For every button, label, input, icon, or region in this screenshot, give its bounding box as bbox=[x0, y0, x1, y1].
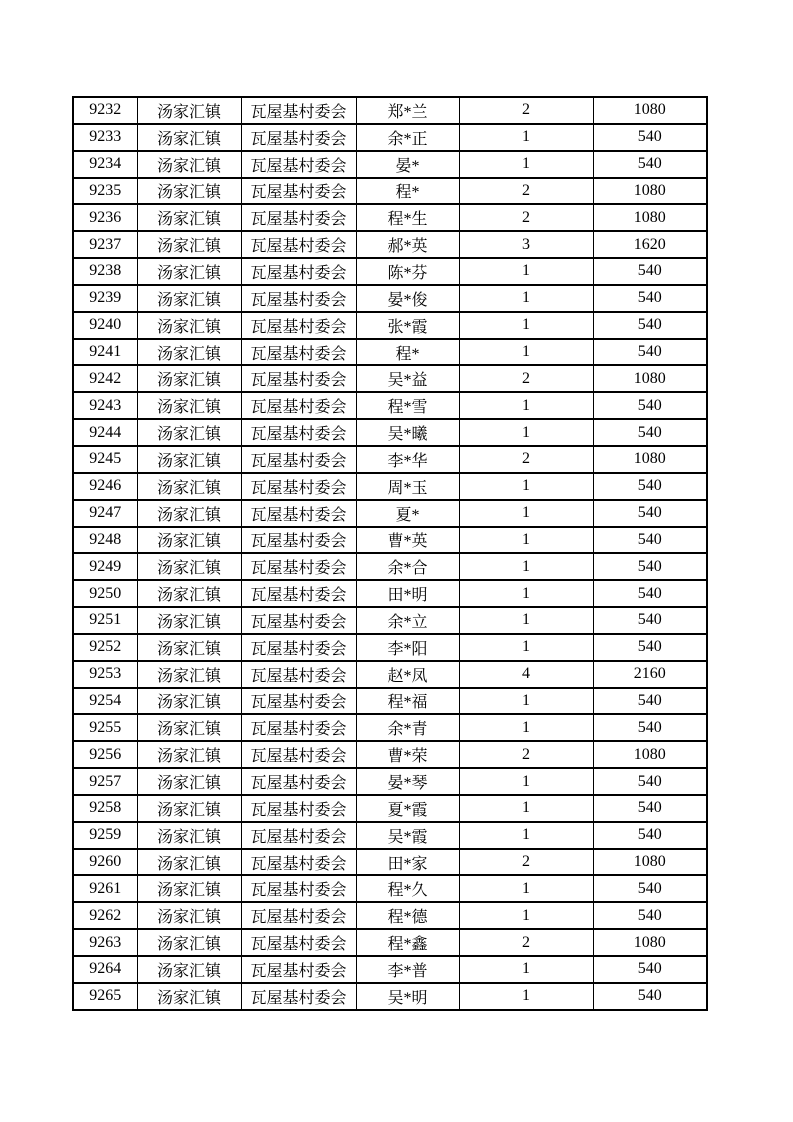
table-row bbox=[73, 875, 707, 902]
cell-name: 程*雪 bbox=[356, 392, 459, 419]
cell-serial: 9260 bbox=[73, 849, 137, 876]
cell-amount: 540 bbox=[593, 902, 707, 929]
cell-amount: 540 bbox=[593, 258, 707, 285]
cell-count: 1 bbox=[459, 607, 593, 634]
cell-count: 1 bbox=[459, 822, 593, 849]
table-row bbox=[73, 365, 707, 392]
cell-village: 瓦屋基村委会 bbox=[241, 124, 356, 151]
cell-village: 瓦屋基村委会 bbox=[241, 527, 356, 554]
cell-serial: 9246 bbox=[73, 473, 137, 500]
table-row bbox=[73, 446, 707, 473]
cell-serial: 9245 bbox=[73, 446, 137, 473]
cell-town: 汤家汇镇 bbox=[137, 634, 241, 661]
cell-count: 2 bbox=[459, 178, 593, 205]
cell-count: 1 bbox=[459, 580, 593, 607]
cell-town: 汤家汇镇 bbox=[137, 178, 241, 205]
cell-amount: 540 bbox=[593, 473, 707, 500]
cell-village: 瓦屋基村委会 bbox=[241, 285, 356, 312]
cell-village: 瓦屋基村委会 bbox=[241, 97, 356, 124]
table-row bbox=[73, 983, 707, 1010]
cell-amount: 540 bbox=[593, 312, 707, 339]
cell-amount: 540 bbox=[593, 151, 707, 178]
table-row bbox=[73, 849, 707, 876]
table-row bbox=[73, 473, 707, 500]
cell-amount: 540 bbox=[593, 500, 707, 527]
cell-name: 张*霞 bbox=[356, 312, 459, 339]
cell-amount: 540 bbox=[593, 714, 707, 741]
cell-name: 曹*荣 bbox=[356, 741, 459, 768]
cell-name: 田*明 bbox=[356, 580, 459, 607]
cell-name: 余*合 bbox=[356, 553, 459, 580]
cell-name: 周*玉 bbox=[356, 473, 459, 500]
cell-amount: 1080 bbox=[593, 741, 707, 768]
cell-amount: 1080 bbox=[593, 365, 707, 392]
cell-serial: 9238 bbox=[73, 258, 137, 285]
table-row bbox=[73, 285, 707, 312]
cell-village: 瓦屋基村委会 bbox=[241, 929, 356, 956]
cell-amount: 540 bbox=[593, 580, 707, 607]
cell-serial: 9257 bbox=[73, 768, 137, 795]
cell-serial: 9247 bbox=[73, 500, 137, 527]
cell-name: 夏* bbox=[356, 500, 459, 527]
cell-count: 2 bbox=[459, 365, 593, 392]
cell-village: 瓦屋基村委会 bbox=[241, 339, 356, 366]
table-row bbox=[73, 580, 707, 607]
cell-count: 2 bbox=[459, 446, 593, 473]
cell-name: 晏*俊 bbox=[356, 285, 459, 312]
cell-name: 吴*益 bbox=[356, 365, 459, 392]
cell-name: 余*立 bbox=[356, 607, 459, 634]
cell-name: 李*华 bbox=[356, 446, 459, 473]
cell-count: 2 bbox=[459, 97, 593, 124]
cell-amount: 540 bbox=[593, 956, 707, 983]
records-table bbox=[72, 96, 708, 1011]
cell-count: 2 bbox=[459, 929, 593, 956]
cell-serial: 9252 bbox=[73, 634, 137, 661]
table-row bbox=[73, 688, 707, 715]
cell-count: 1 bbox=[459, 527, 593, 554]
cell-amount: 540 bbox=[593, 607, 707, 634]
cell-amount: 1080 bbox=[593, 446, 707, 473]
cell-town: 汤家汇镇 bbox=[137, 473, 241, 500]
cell-village: 瓦屋基村委会 bbox=[241, 365, 356, 392]
cell-town: 汤家汇镇 bbox=[137, 714, 241, 741]
table-row bbox=[73, 527, 707, 554]
cell-count: 1 bbox=[459, 983, 593, 1010]
cell-name: 程*福 bbox=[356, 688, 459, 715]
cell-amount: 540 bbox=[593, 124, 707, 151]
cell-count: 1 bbox=[459, 688, 593, 715]
cell-serial: 9249 bbox=[73, 553, 137, 580]
records-table-body bbox=[73, 97, 707, 1010]
cell-serial: 9232 bbox=[73, 97, 137, 124]
cell-name: 陈*芬 bbox=[356, 258, 459, 285]
cell-village: 瓦屋基村委会 bbox=[241, 258, 356, 285]
table-row bbox=[73, 178, 707, 205]
cell-serial: 9250 bbox=[73, 580, 137, 607]
table-row bbox=[73, 231, 707, 258]
cell-name: 吴*曦 bbox=[356, 419, 459, 446]
table-row bbox=[73, 902, 707, 929]
cell-serial: 9263 bbox=[73, 929, 137, 956]
cell-serial: 9259 bbox=[73, 822, 137, 849]
cell-town: 汤家汇镇 bbox=[137, 875, 241, 902]
cell-village: 瓦屋基村委会 bbox=[241, 231, 356, 258]
table-row bbox=[73, 822, 707, 849]
cell-village: 瓦屋基村委会 bbox=[241, 178, 356, 205]
cell-amount: 1080 bbox=[593, 849, 707, 876]
cell-count: 1 bbox=[459, 339, 593, 366]
cell-serial: 9264 bbox=[73, 956, 137, 983]
cell-village: 瓦屋基村委会 bbox=[241, 822, 356, 849]
cell-name: 夏*霞 bbox=[356, 795, 459, 822]
cell-town: 汤家汇镇 bbox=[137, 580, 241, 607]
cell-name: 晏*琴 bbox=[356, 768, 459, 795]
cell-count: 1 bbox=[459, 795, 593, 822]
cell-town: 汤家汇镇 bbox=[137, 419, 241, 446]
cell-town: 汤家汇镇 bbox=[137, 795, 241, 822]
cell-town: 汤家汇镇 bbox=[137, 204, 241, 231]
cell-serial: 9261 bbox=[73, 875, 137, 902]
cell-town: 汤家汇镇 bbox=[137, 97, 241, 124]
cell-amount: 540 bbox=[593, 768, 707, 795]
cell-serial: 9253 bbox=[73, 661, 137, 688]
cell-serial: 9256 bbox=[73, 741, 137, 768]
table-row bbox=[73, 768, 707, 795]
table-row bbox=[73, 714, 707, 741]
cell-amount: 1080 bbox=[593, 929, 707, 956]
table-row bbox=[73, 956, 707, 983]
cell-village: 瓦屋基村委会 bbox=[241, 768, 356, 795]
table-row bbox=[73, 634, 707, 661]
cell-town: 汤家汇镇 bbox=[137, 929, 241, 956]
cell-serial: 9262 bbox=[73, 902, 137, 929]
cell-village: 瓦屋基村委会 bbox=[241, 875, 356, 902]
cell-name: 程*久 bbox=[356, 875, 459, 902]
cell-serial: 9251 bbox=[73, 607, 137, 634]
cell-name: 程* bbox=[356, 339, 459, 366]
cell-count: 1 bbox=[459, 312, 593, 339]
table-row bbox=[73, 392, 707, 419]
cell-village: 瓦屋基村委会 bbox=[241, 714, 356, 741]
cell-count: 1 bbox=[459, 124, 593, 151]
cell-town: 汤家汇镇 bbox=[137, 741, 241, 768]
cell-town: 汤家汇镇 bbox=[137, 446, 241, 473]
cell-village: 瓦屋基村委会 bbox=[241, 312, 356, 339]
cell-village: 瓦屋基村委会 bbox=[241, 741, 356, 768]
cell-town: 汤家汇镇 bbox=[137, 607, 241, 634]
cell-count: 1 bbox=[459, 285, 593, 312]
cell-name: 郑*兰 bbox=[356, 97, 459, 124]
cell-village: 瓦屋基村委会 bbox=[241, 956, 356, 983]
cell-count: 1 bbox=[459, 151, 593, 178]
table-row bbox=[73, 419, 707, 446]
cell-name: 赵*凤 bbox=[356, 661, 459, 688]
cell-town: 汤家汇镇 bbox=[137, 849, 241, 876]
table-row bbox=[73, 151, 707, 178]
cell-amount: 1080 bbox=[593, 97, 707, 124]
cell-town: 汤家汇镇 bbox=[137, 527, 241, 554]
cell-count: 1 bbox=[459, 956, 593, 983]
table-row bbox=[73, 312, 707, 339]
cell-village: 瓦屋基村委会 bbox=[241, 607, 356, 634]
table-row bbox=[73, 339, 707, 366]
table-row bbox=[73, 607, 707, 634]
cell-village: 瓦屋基村委会 bbox=[241, 688, 356, 715]
cell-name: 曹*英 bbox=[356, 527, 459, 554]
cell-serial: 9233 bbox=[73, 124, 137, 151]
cell-amount: 540 bbox=[593, 822, 707, 849]
cell-village: 瓦屋基村委会 bbox=[241, 446, 356, 473]
cell-count: 1 bbox=[459, 634, 593, 661]
cell-name: 余*正 bbox=[356, 124, 459, 151]
cell-serial: 9236 bbox=[73, 204, 137, 231]
cell-village: 瓦屋基村委会 bbox=[241, 204, 356, 231]
cell-town: 汤家汇镇 bbox=[137, 822, 241, 849]
cell-name: 郝*英 bbox=[356, 231, 459, 258]
cell-count: 4 bbox=[459, 661, 593, 688]
cell-village: 瓦屋基村委会 bbox=[241, 661, 356, 688]
cell-amount: 1080 bbox=[593, 178, 707, 205]
cell-count: 1 bbox=[459, 258, 593, 285]
cell-amount: 540 bbox=[593, 795, 707, 822]
cell-town: 汤家汇镇 bbox=[137, 231, 241, 258]
cell-town: 汤家汇镇 bbox=[137, 902, 241, 929]
cell-count: 1 bbox=[459, 500, 593, 527]
table-row bbox=[73, 258, 707, 285]
cell-name: 余*青 bbox=[356, 714, 459, 741]
cell-village: 瓦屋基村委会 bbox=[241, 392, 356, 419]
cell-serial: 9254 bbox=[73, 688, 137, 715]
cell-count: 2 bbox=[459, 849, 593, 876]
cell-name: 程*生 bbox=[356, 204, 459, 231]
cell-village: 瓦屋基村委会 bbox=[241, 419, 356, 446]
cell-name: 程*鑫 bbox=[356, 929, 459, 956]
cell-serial: 9258 bbox=[73, 795, 137, 822]
cell-serial: 9234 bbox=[73, 151, 137, 178]
table-row bbox=[73, 795, 707, 822]
cell-town: 汤家汇镇 bbox=[137, 151, 241, 178]
cell-town: 汤家汇镇 bbox=[137, 768, 241, 795]
cell-serial: 9237 bbox=[73, 231, 137, 258]
cell-serial: 9265 bbox=[73, 983, 137, 1010]
cell-serial: 9243 bbox=[73, 392, 137, 419]
cell-town: 汤家汇镇 bbox=[137, 365, 241, 392]
table-row bbox=[73, 553, 707, 580]
cell-count: 1 bbox=[459, 473, 593, 500]
cell-name: 李*阳 bbox=[356, 634, 459, 661]
cell-amount: 540 bbox=[593, 285, 707, 312]
cell-count: 1 bbox=[459, 714, 593, 741]
cell-village: 瓦屋基村委会 bbox=[241, 151, 356, 178]
cell-town: 汤家汇镇 bbox=[137, 312, 241, 339]
cell-count: 2 bbox=[459, 204, 593, 231]
cell-name: 田*家 bbox=[356, 849, 459, 876]
table-row bbox=[73, 124, 707, 151]
cell-serial: 9239 bbox=[73, 285, 137, 312]
cell-count: 1 bbox=[459, 419, 593, 446]
cell-village: 瓦屋基村委会 bbox=[241, 553, 356, 580]
cell-amount: 540 bbox=[593, 688, 707, 715]
cell-serial: 9244 bbox=[73, 419, 137, 446]
cell-amount: 540 bbox=[593, 527, 707, 554]
table-row bbox=[73, 500, 707, 527]
cell-count: 1 bbox=[459, 768, 593, 795]
cell-town: 汤家汇镇 bbox=[137, 983, 241, 1010]
table-row bbox=[73, 929, 707, 956]
cell-amount: 540 bbox=[593, 983, 707, 1010]
cell-town: 汤家汇镇 bbox=[137, 339, 241, 366]
cell-village: 瓦屋基村委会 bbox=[241, 473, 356, 500]
cell-amount: 540 bbox=[593, 634, 707, 661]
cell-count: 1 bbox=[459, 875, 593, 902]
table-row bbox=[73, 204, 707, 231]
cell-town: 汤家汇镇 bbox=[137, 661, 241, 688]
cell-name: 程*德 bbox=[356, 902, 459, 929]
cell-count: 1 bbox=[459, 553, 593, 580]
cell-village: 瓦屋基村委会 bbox=[241, 849, 356, 876]
cell-serial: 9235 bbox=[73, 178, 137, 205]
cell-town: 汤家汇镇 bbox=[137, 258, 241, 285]
cell-serial: 9241 bbox=[73, 339, 137, 366]
cell-count: 1 bbox=[459, 392, 593, 419]
cell-name: 吴*明 bbox=[356, 983, 459, 1010]
cell-amount: 1080 bbox=[593, 204, 707, 231]
cell-name: 李*普 bbox=[356, 956, 459, 983]
cell-village: 瓦屋基村委会 bbox=[241, 500, 356, 527]
table-row bbox=[73, 661, 707, 688]
cell-town: 汤家汇镇 bbox=[137, 553, 241, 580]
cell-village: 瓦屋基村委会 bbox=[241, 983, 356, 1010]
cell-name: 吴*霞 bbox=[356, 822, 459, 849]
cell-town: 汤家汇镇 bbox=[137, 956, 241, 983]
cell-amount: 1620 bbox=[593, 231, 707, 258]
cell-town: 汤家汇镇 bbox=[137, 688, 241, 715]
cell-amount: 540 bbox=[593, 875, 707, 902]
cell-town: 汤家汇镇 bbox=[137, 500, 241, 527]
cell-village: 瓦屋基村委会 bbox=[241, 580, 356, 607]
cell-serial: 9242 bbox=[73, 365, 137, 392]
cell-name: 程* bbox=[356, 178, 459, 205]
cell-amount: 2160 bbox=[593, 661, 707, 688]
table-row bbox=[73, 97, 707, 124]
cell-amount: 540 bbox=[593, 419, 707, 446]
cell-village: 瓦屋基村委会 bbox=[241, 795, 356, 822]
cell-amount: 540 bbox=[593, 553, 707, 580]
cell-serial: 9255 bbox=[73, 714, 137, 741]
cell-town: 汤家汇镇 bbox=[137, 124, 241, 151]
cell-serial: 9240 bbox=[73, 312, 137, 339]
cell-town: 汤家汇镇 bbox=[137, 392, 241, 419]
cell-serial: 9248 bbox=[73, 527, 137, 554]
cell-village: 瓦屋基村委会 bbox=[241, 902, 356, 929]
cell-amount: 540 bbox=[593, 392, 707, 419]
cell-amount: 540 bbox=[593, 339, 707, 366]
cell-name: 晏* bbox=[356, 151, 459, 178]
table-row bbox=[73, 741, 707, 768]
cell-count: 3 bbox=[459, 231, 593, 258]
cell-town: 汤家汇镇 bbox=[137, 285, 241, 312]
cell-count: 1 bbox=[459, 902, 593, 929]
cell-village: 瓦屋基村委会 bbox=[241, 634, 356, 661]
cell-count: 2 bbox=[459, 741, 593, 768]
